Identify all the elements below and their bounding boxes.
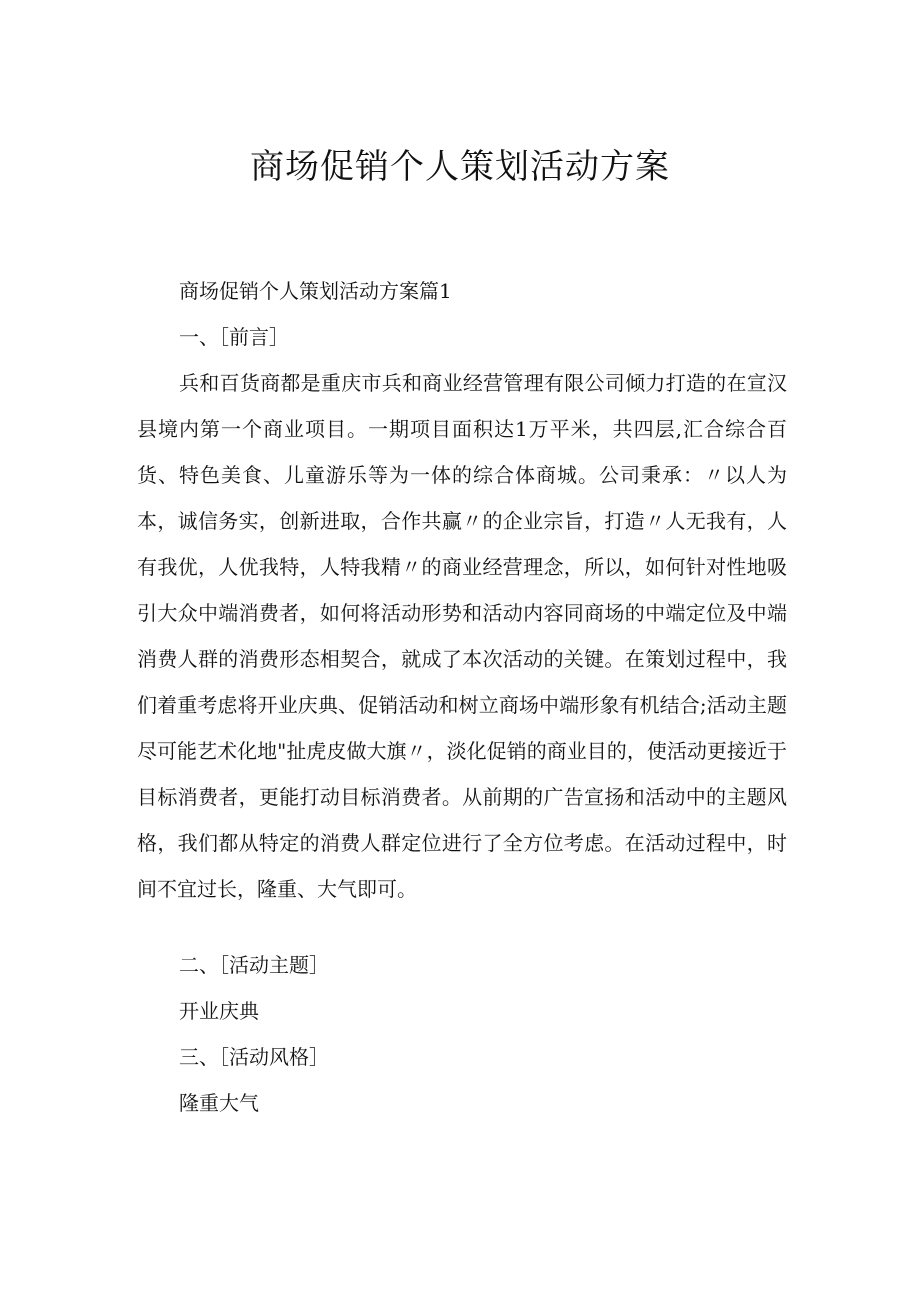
section-heading-style: 三、［活动风格］ (179, 1045, 329, 1069)
style-text: 隆重大气 (179, 1091, 259, 1115)
section-heading-theme: 二、［活动主题］ (179, 953, 329, 977)
theme-text: 开业庆典 (179, 999, 259, 1023)
preface-paragraph: 兵和百货商都是重庆市兵和商业经营管理有限公司倾力打造的在宣汉县境内第一个商业项目。一期项目面积达1万平米，共四层,汇合综合百货、特色美食、儿童游乐等为一体的综合体商城。公司秉承：〃以人为本，诚信务实，创新进取，合作共赢〃的企业宗旨，打造〃人无我有，人有我优，人优我特，人特我精〃的商业经营理念，所以，如何针对性地吸引大众中端消费者，如何将活动形势和活动内容同商场的中端定位及中端消费人群的消费形态相契合，就成了本次活动的关键。在策划过程中，我们着重考虑将开业庆典、促销活动和树立商场中端形象有机结合;活动主题尽可能艺术化地"扯虎皮做大旗〃，淡化促销的商业目的，使活动更接近于目标消费者，更能打动目标消费者。从前期的广告宣扬和活动中的主题风格，我们都从特定的消费人群定位进行了全方位考虑。在活动过程中，时间不宜过长，隆重、大气即可。 (137, 371, 787, 901)
document-subtitle: 商场促销个人策划活动方案篇1 (179, 279, 452, 303)
section-heading-preface: 一、［前言］ (179, 325, 289, 349)
document-title: 商场促销个人策划活动方案 (250, 147, 670, 187)
